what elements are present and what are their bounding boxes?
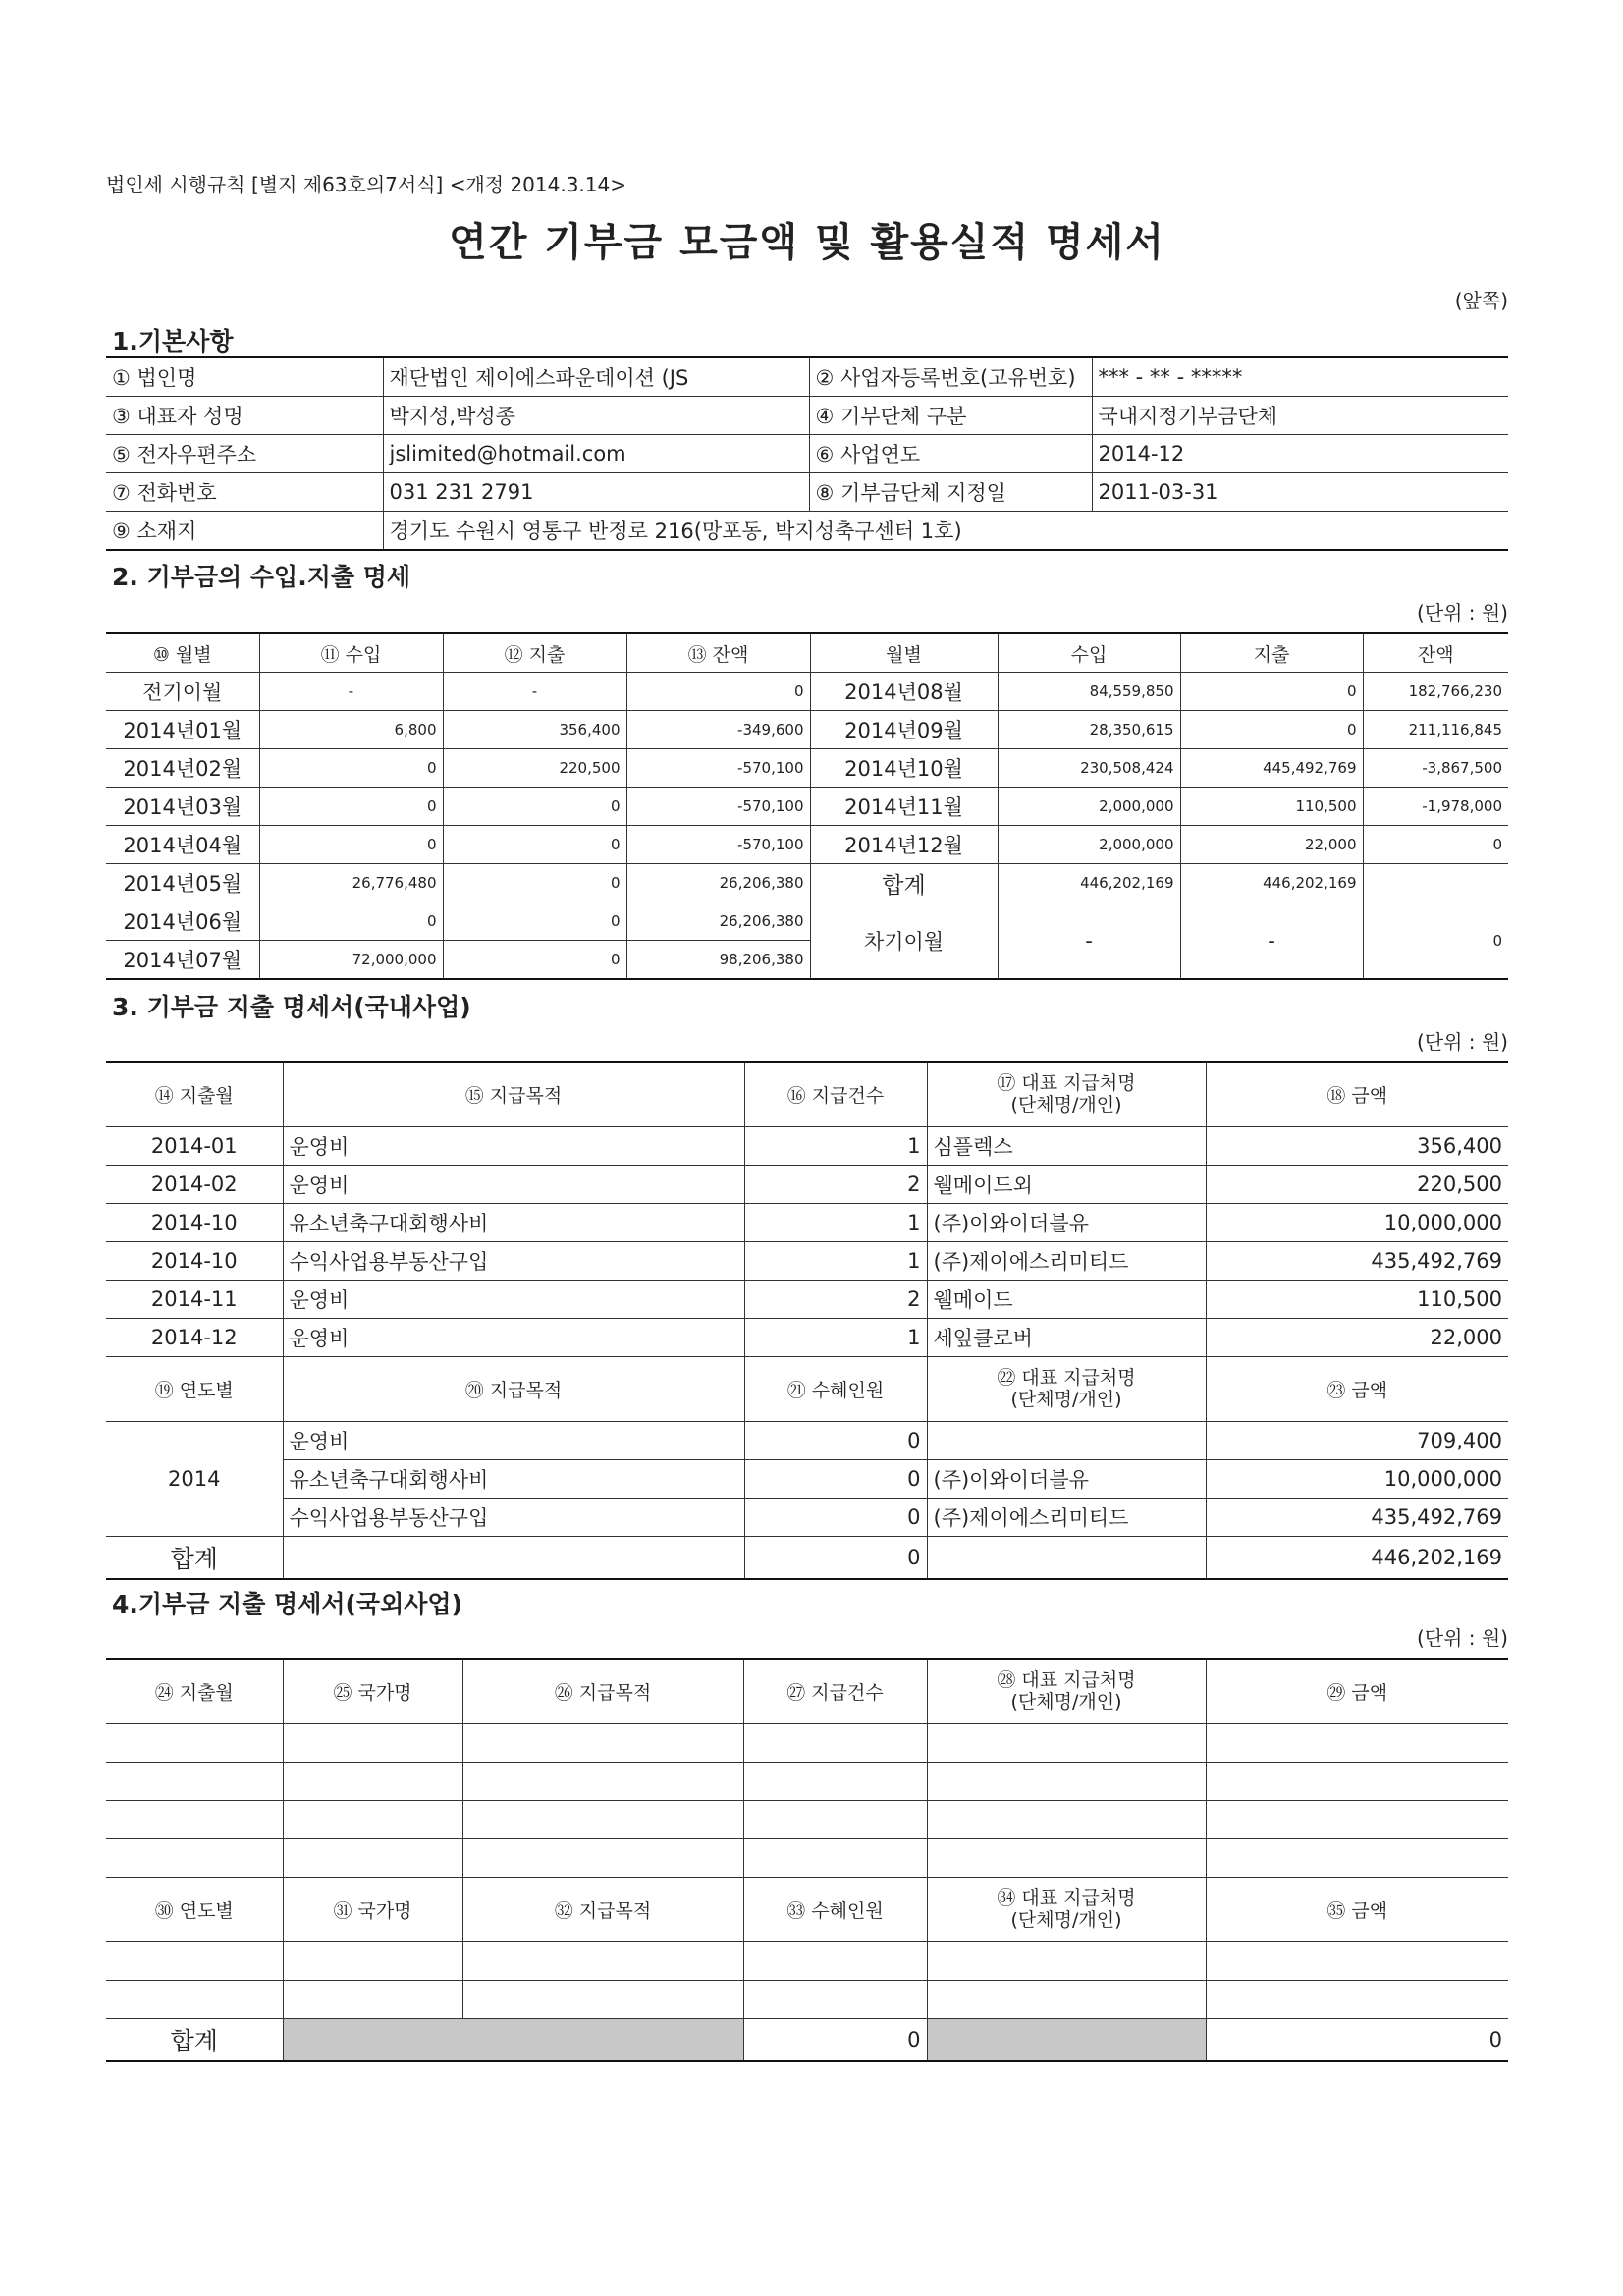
payee-cell: (주)이와이더블유 [927, 1203, 1206, 1241]
email-value: jslimited@hotmail.com [383, 435, 809, 473]
empty-cell [283, 1800, 462, 1838]
empty-cell [462, 1941, 743, 1980]
total-label: 합계 [810, 864, 998, 902]
section1-title: 1.기본사항 [112, 327, 234, 355]
month-cell: 2014년09월 [810, 711, 998, 749]
col-payment-count: ㉗ 지급건수 [743, 1659, 927, 1723]
org-type-value: 국내지정기부금단체 [1092, 397, 1508, 435]
month-cell: 2014년07월 [106, 941, 259, 980]
table-row [106, 1941, 1508, 1980]
payee-cell: (주)이와이더블유 [927, 1459, 1206, 1498]
empty-cell [743, 1800, 927, 1838]
overseas-expense-table [106, 1658, 1508, 2062]
income-cell: 0 [259, 826, 443, 864]
col-beneficiaries: ㉑ 수혜인원 [744, 1356, 927, 1421]
org-type-label: ④ 기부단체 구분 [809, 397, 1092, 435]
income-cell: 0 [259, 749, 443, 788]
col-amount: ⑱ 금액 [1206, 1062, 1508, 1126]
empty-cell [927, 1941, 1206, 1980]
empty-cell [743, 1980, 927, 2018]
col-payee-line1: ㉘ 대표 지급처명 [997, 1669, 1136, 1692]
total-label: 합계 [106, 2018, 283, 2061]
payee-cell: 심플렉스 [927, 1126, 1206, 1165]
table-row [106, 1126, 1508, 1165]
income-cell: 0 [259, 788, 443, 826]
amount-cell: 435,492,769 [1206, 1498, 1508, 1536]
count-cell: 1 [744, 1126, 927, 1165]
expense-cell: 110,500 [1180, 788, 1363, 826]
section2-unit: (단위 : 원) [1416, 601, 1508, 625]
month-cell: 2014년06월 [106, 902, 259, 941]
payee-cell: 세잎클로버 [927, 1318, 1206, 1356]
col-payee-year [927, 1877, 1206, 1941]
payee-cell: (주)제이에스리미티드 [927, 1498, 1206, 1536]
table-row [106, 711, 1508, 749]
balance-cell: -570,100 [626, 749, 810, 788]
purpose-cell: 운영비 [283, 1421, 744, 1459]
section4-unit: (단위 : 원) [1416, 1626, 1508, 1650]
table-row [106, 1536, 1508, 1579]
table-row [106, 902, 1508, 941]
amount-cell: 10,000,000 [1206, 1459, 1508, 1498]
law-reference: 법인세 시행규칙 [별지 제63호의7서식] <개정 2014.3.14> [106, 173, 626, 196]
table-row [106, 1762, 1508, 1800]
empty-cell [462, 1838, 743, 1877]
table-row [106, 2018, 1508, 2061]
total-payee [927, 1536, 1206, 1579]
table-row [106, 1838, 1508, 1877]
empty-cell [462, 1762, 743, 1800]
month-cell: 2014-02 [106, 1165, 283, 1203]
amount-cell: 356,400 [1206, 1126, 1508, 1165]
col-balance: ⑬ 잔액 [626, 633, 810, 673]
month-cell: 2014-12 [106, 1318, 283, 1356]
month-cell: 2014년01월 [106, 711, 259, 749]
table-row [106, 1459, 1508, 1498]
section3-title: 3. 기부금 지출 명세서(국내사업) [112, 993, 471, 1021]
expense-cell: 0 [1180, 673, 1363, 711]
expense-cell: 445,492,769 [1180, 749, 1363, 788]
empty-cell [1206, 1762, 1508, 1800]
empty-cell [283, 1838, 462, 1877]
empty-cell [283, 1762, 462, 1800]
col-income: ⑪ 수입 [259, 633, 443, 673]
month-cell: 2014년12월 [810, 826, 998, 864]
purpose-cell: 운영비 [283, 1126, 744, 1165]
empty-cell [283, 1723, 462, 1762]
count-cell: 2 [744, 1280, 927, 1318]
col-purpose-year: ⑳ 지급목적 [283, 1356, 744, 1421]
designation-date-label: ⑧ 기부금단체 지정일 [809, 473, 1092, 512]
col-expense: ⑫ 지출 [443, 633, 626, 673]
amount-cell: 220,500 [1206, 1165, 1508, 1203]
representative-label: ③ 대표자 성명 [106, 397, 383, 435]
count-cell: 2 [744, 1165, 927, 1203]
table-row [106, 1280, 1508, 1318]
purpose-cell: 수익사업용부동산구입 [283, 1498, 744, 1536]
month-cell: 2014년05월 [106, 864, 259, 902]
income-cell: - [259, 673, 443, 711]
balance-cell: 98,206,380 [626, 941, 810, 980]
month-cell: 2014-01 [106, 1126, 283, 1165]
table-row [106, 1165, 1508, 1203]
purpose-cell: 유소년축구대회행사비 [283, 1459, 744, 1498]
total-shaded-cell [283, 2018, 743, 2061]
empty-cell [1206, 1723, 1508, 1762]
table-row [106, 1980, 1508, 2018]
total-purpose [283, 1536, 744, 1579]
empty-cell [927, 1800, 1206, 1838]
col-purpose: ⑮ 지급목적 [283, 1062, 744, 1126]
col-payee-year-line2: (단체명/개인) [1010, 1909, 1122, 1931]
beneficiaries-cell: 0 [744, 1498, 927, 1536]
col-payee-line2: (단체명/개인) [1010, 1094, 1122, 1117]
empty-cell [927, 1762, 1206, 1800]
balance-cell: 211,116,845 [1363, 711, 1508, 749]
table-row [106, 1723, 1508, 1762]
income-cell: 2,000,000 [998, 826, 1180, 864]
col-country: ㉕ 국가명 [283, 1659, 462, 1723]
month-cell: 2014년11월 [810, 788, 998, 826]
total-count: 0 [743, 2018, 927, 2061]
month-cell: 2014년03월 [106, 788, 259, 826]
payee-cell: 웰메이드 [927, 1280, 1206, 1318]
empty-cell [1206, 1838, 1508, 1877]
col-payment-count: ⑯ 지급건수 [744, 1062, 927, 1126]
empty-cell [743, 1838, 927, 1877]
empty-cell [106, 1980, 283, 2018]
month-cell: 2014-10 [106, 1241, 283, 1280]
income-cell: 72,000,000 [259, 941, 443, 980]
col-amount-year: ㉟ 금액 [1206, 1877, 1508, 1941]
expense-cell: - [443, 673, 626, 711]
amount-cell: 110,500 [1206, 1280, 1508, 1318]
carry-forward-expense: - [1180, 902, 1363, 980]
col-payee-line2: (단체명/개인) [1010, 1691, 1122, 1714]
total-amount: 0 [1206, 2018, 1508, 2061]
empty-cell [927, 1838, 1206, 1877]
table-row [106, 788, 1508, 826]
col-month: ⑩ 월별 [106, 633, 259, 673]
empty-cell [283, 1941, 462, 1980]
business-number-value: *** - ** - ***** [1092, 357, 1508, 397]
total-balance [1363, 864, 1508, 902]
table-row [106, 1800, 1508, 1838]
col-expense-2: 지출 [1180, 633, 1363, 673]
col-month-2: 월별 [810, 633, 998, 673]
total-income: 446,202,169 [998, 864, 1180, 902]
col-payee-line1: ⑰ 대표 지급처명 [997, 1072, 1136, 1095]
col-balance-2: 잔액 [1363, 633, 1508, 673]
month-cell: 2014년10월 [810, 749, 998, 788]
income-cell: 230,508,424 [998, 749, 1180, 788]
basic-info-table [106, 356, 1508, 551]
col-purpose: ㉖ 지급목적 [462, 1659, 743, 1723]
count-cell: 1 [744, 1241, 927, 1280]
total-expense: 446,202,169 [1180, 864, 1363, 902]
balance-cell: 0 [1363, 826, 1508, 864]
table-row [106, 1203, 1508, 1241]
empty-cell [462, 1723, 743, 1762]
month-cell: 2014년04월 [106, 826, 259, 864]
col-beneficiaries: ㉝ 수혜인원 [743, 1877, 927, 1941]
expense-cell: 356,400 [443, 711, 626, 749]
empty-cell [283, 1980, 462, 2018]
month-cell: 2014-10 [106, 1203, 283, 1241]
business-year-label: ⑥ 사업연도 [809, 435, 1092, 473]
page-title: 연간 기부금 모금액 및 활용실적 명세서 [449, 220, 1165, 265]
table-row [106, 864, 1508, 902]
section4-title: 4.기부금 지출 명세서(국외사업) [112, 1590, 462, 1618]
table-row [106, 1498, 1508, 1536]
month-cell: 전기이월 [106, 673, 259, 711]
col-purpose-year: ㉜ 지급목적 [462, 1877, 743, 1941]
designation-date-value: 2011-03-31 [1092, 473, 1508, 512]
expense-cell: 0 [443, 864, 626, 902]
income-cell: 26,776,480 [259, 864, 443, 902]
col-amount-year: ㉓ 금액 [1206, 1356, 1508, 1421]
empty-cell [462, 1980, 743, 2018]
purpose-cell: 수익사업용부동산구입 [283, 1241, 744, 1280]
amount-cell: 709,400 [1206, 1421, 1508, 1459]
empty-cell [106, 1762, 283, 1800]
empty-cell [106, 1723, 283, 1762]
total-count: 0 [744, 1536, 927, 1579]
col-payee [927, 1659, 1206, 1723]
payee-cell: (주)제이에스리미티드 [927, 1241, 1206, 1280]
col-amount: ㉙ 금액 [1206, 1659, 1508, 1723]
total-label: 합계 [106, 1536, 283, 1579]
income-cell: 2,000,000 [998, 788, 1180, 826]
corp-name-value: 재단법인 제이에스파운데이션 (JS [383, 357, 809, 397]
business-year-value: 2014-12 [1092, 435, 1508, 473]
col-payee-year-line1: ㉞ 대표 지급처명 [997, 1887, 1136, 1909]
balance-cell: -3,867,500 [1363, 749, 1508, 788]
empty-cell [106, 1800, 283, 1838]
beneficiaries-cell: 0 [744, 1421, 927, 1459]
representative-value: 박지성,박성종 [383, 397, 809, 435]
count-cell: 1 [744, 1318, 927, 1356]
expense-cell: 0 [443, 788, 626, 826]
purpose-cell: 운영비 [283, 1280, 744, 1318]
col-year: ㉚ 연도별 [106, 1877, 283, 1941]
month-cell: 2014-11 [106, 1280, 283, 1318]
purpose-cell: 운영비 [283, 1165, 744, 1203]
payee-cell [927, 1421, 1206, 1459]
empty-cell [106, 1838, 283, 1877]
email-label: ⑤ 전자우편주소 [106, 435, 383, 473]
table-row [106, 826, 1508, 864]
empty-cell [106, 1941, 283, 1980]
business-number-label: ② 사업자등록번호(고유번호) [809, 357, 1092, 397]
empty-cell [1206, 1941, 1508, 1980]
empty-cell [1206, 1980, 1508, 2018]
amount-cell: 10,000,000 [1206, 1203, 1508, 1241]
address-label: ⑨ 소재지 [106, 512, 383, 551]
table-row [106, 1241, 1508, 1280]
phone-label: ⑦ 전화번호 [106, 473, 383, 512]
payee-cell: 웰메이드외 [927, 1165, 1206, 1203]
balance-cell: 0 [626, 673, 810, 711]
col-payee-year [927, 1356, 1206, 1421]
empty-cell [743, 1762, 927, 1800]
purpose-cell: 운영비 [283, 1318, 744, 1356]
balance-cell: -1,978,000 [1363, 788, 1508, 826]
purpose-cell: 유소년축구대회행사비 [283, 1203, 744, 1241]
balance-cell: 26,206,380 [626, 864, 810, 902]
domestic-expense-table [106, 1061, 1508, 1580]
empty-cell [927, 1980, 1206, 2018]
front-side-label: (앞쪽) [1454, 289, 1508, 312]
year-cell: 2014 [106, 1421, 283, 1536]
income-expense-table [106, 632, 1508, 980]
total-shaded-cell [927, 2018, 1206, 2061]
beneficiaries-cell: 0 [744, 1459, 927, 1498]
balance-cell: 26,206,380 [626, 902, 810, 941]
income-cell: 84,559,850 [998, 673, 1180, 711]
phone-value: 031 231 2791 [383, 473, 809, 512]
income-cell: 0 [259, 902, 443, 941]
expense-cell: 0 [1180, 711, 1363, 749]
table-row [106, 1318, 1508, 1356]
empty-cell [927, 1723, 1206, 1762]
col-expense-month: ㉔ 지출월 [106, 1659, 283, 1723]
balance-cell: -570,100 [626, 788, 810, 826]
col-payee-year-line1: ㉒ 대표 지급처명 [997, 1367, 1136, 1389]
col-income-2: 수입 [998, 633, 1180, 673]
expense-cell: 220,500 [443, 749, 626, 788]
month-cell: 2014년02월 [106, 749, 259, 788]
count-cell: 1 [744, 1203, 927, 1241]
amount-cell: 22,000 [1206, 1318, 1508, 1356]
carry-forward-income: - [998, 902, 1180, 980]
section3-unit: (단위 : 원) [1416, 1030, 1508, 1054]
expense-cell: 0 [443, 941, 626, 980]
expense-cell: 0 [443, 826, 626, 864]
section2-title: 2. 기부금의 수입.지출 명세 [112, 563, 411, 591]
expense-cell: 22,000 [1180, 826, 1363, 864]
col-expense-month: ⑭ 지출월 [106, 1062, 283, 1126]
empty-cell [743, 1723, 927, 1762]
address-value: 경기도 수원시 영통구 반정로 216(망포동, 박지성축구센터 1호) [383, 512, 1508, 551]
income-cell: 6,800 [259, 711, 443, 749]
expense-cell: 0 [443, 902, 626, 941]
income-cell: 28,350,615 [998, 711, 1180, 749]
carry-forward-label: 차기이월 [810, 902, 998, 980]
col-year: ⑲ 연도별 [106, 1356, 283, 1421]
corp-name-label: ① 법인명 [106, 357, 383, 397]
col-payee-year-line2: (단체명/개인) [1010, 1389, 1122, 1410]
carry-forward-balance: 0 [1363, 902, 1508, 980]
balance-cell: -349,600 [626, 711, 810, 749]
col-country-year: ㉛ 국가명 [283, 1877, 462, 1941]
table-row [106, 749, 1508, 788]
table-row [106, 673, 1508, 711]
balance-cell: -570,100 [626, 826, 810, 864]
empty-cell [743, 1941, 927, 1980]
month-cell: 2014년08월 [810, 673, 998, 711]
total-amount: 446,202,169 [1206, 1536, 1508, 1579]
col-payee [927, 1062, 1206, 1126]
empty-cell [1206, 1800, 1508, 1838]
empty-cell [462, 1800, 743, 1838]
amount-cell: 435,492,769 [1206, 1241, 1508, 1280]
table-row [106, 1421, 1508, 1459]
balance-cell: 182,766,230 [1363, 673, 1508, 711]
